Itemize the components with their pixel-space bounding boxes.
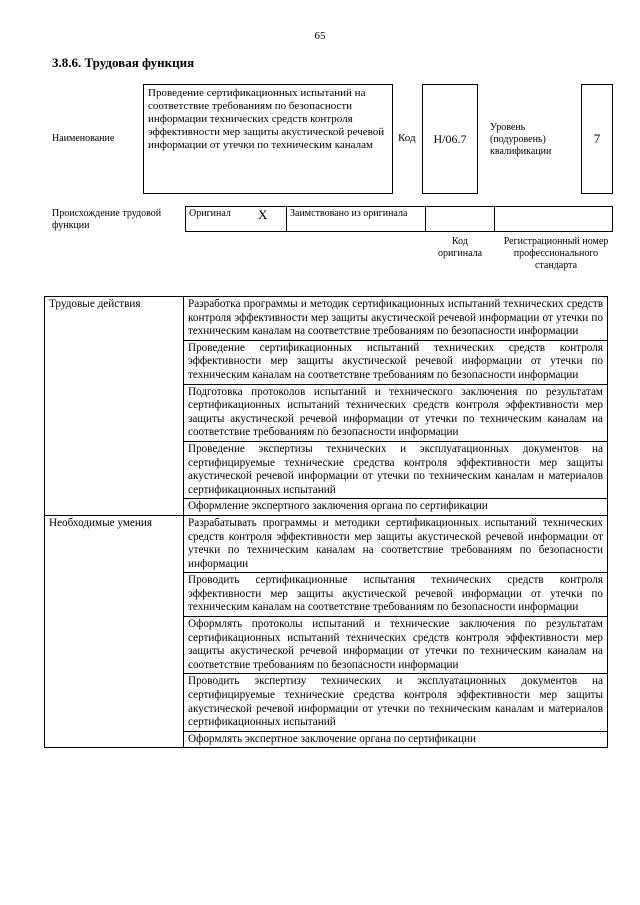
- section-item: Оформлять экспертное заключение органа по сертификации: [184, 731, 608, 748]
- function-details-table: [44, 296, 608, 748]
- section-item: Оформлять протоколы испытаний и технические заключения по результатам сертификационных испытаний технических средств контроля эффективности мер защиты акустической речевой информации от утечки по техническим каналам на соответствие требованиям по безопасности информации: [184, 617, 608, 674]
- level-label: Уровень (подуровень) квалификации: [490, 122, 552, 157]
- section-item: Разработка программы и методик сертификационных испытаний технических средств контроля эффективности мер защиты акустической речевой информации от утечки по техническим каналам на соответствие требованиям по безопасности информации: [184, 297, 608, 341]
- section-item: Разрабатывать программы и методики сертификационных испытаний технических средств контроля эффективности мер защиты акустической речевой информации от утечки по техническим каналам на соответствие требованиям по безопасности информации: [184, 515, 608, 572]
- level-value: 7: [581, 84, 613, 194]
- section-item: Оформление экспертного заключения органа по сертификации: [184, 499, 608, 516]
- original-cell: [186, 207, 287, 232]
- page-number: 65: [314, 30, 326, 42]
- original-mark: X: [258, 207, 268, 222]
- section-title: 3.8.6. Трудовая функция: [52, 55, 195, 70]
- section-item: Проводить экспертизу технических и эксплуатационных документов на сертифицируемые технические средства контроля эффективности мер защиты акустической речевой информации от утечки по техническим каналам и материалов сертификационных испытаний: [184, 674, 608, 731]
- original-label: Оригинал: [189, 208, 231, 219]
- original-code-cell: [426, 207, 495, 232]
- name-label: Наименование: [52, 133, 115, 144]
- section-item: Проведение экспертизы технических и эксплуатационных документов на сертифицируемые технические средства контроля эффективности мер защиты акустической речевой информации от утечки по техническим каналам и материалов сертификационных испытаний: [184, 441, 608, 498]
- section-category: Необходимые умения: [45, 515, 184, 748]
- code-value: Н/06.7: [422, 84, 478, 194]
- code-caption: Код оригинала: [437, 236, 483, 259]
- origin-label: Происхождение трудовой функции: [52, 208, 162, 231]
- section-item: Проведение сертификационных испытаний технических средств контроля эффективности мер защиты акустической речевой информации от утечки по техническим каналам на соответствие требованиям по безопасности информации: [184, 340, 608, 384]
- table-row: [45, 297, 608, 341]
- section-item: Подготовка протоколов испытаний и технического заключения по результатам сертификационных испытаний технических средств контроля эффективности мер защиты акустической речевой информации от утечки по техническим каналам на соответствие требованиям по безопасности информации: [184, 384, 608, 441]
- reg-number-caption: Регистрационный номер профессионального стандарта: [503, 236, 609, 271]
- section-item: Проводить сертификационные испытания технических средств контроля эффективности мер защиты акустической речевой информации от утечки по техническим каналам на соответствие требованиям по безопасности информации: [184, 573, 608, 617]
- borrowed-cell: Заимствовано из оригинала: [287, 207, 426, 232]
- section-category: Трудовые действия: [45, 297, 184, 516]
- function-name-box: Проведение сертификационных испытаний на соответствие требованиям по безопасности информации технических средств контроля эффективности мер защиты акустической речевой информации от утечки по техническим каналам: [143, 84, 393, 194]
- reg-number-cell: [495, 207, 613, 232]
- table-row: [45, 515, 608, 572]
- origin-table: [185, 206, 613, 232]
- code-label: Код: [398, 132, 416, 144]
